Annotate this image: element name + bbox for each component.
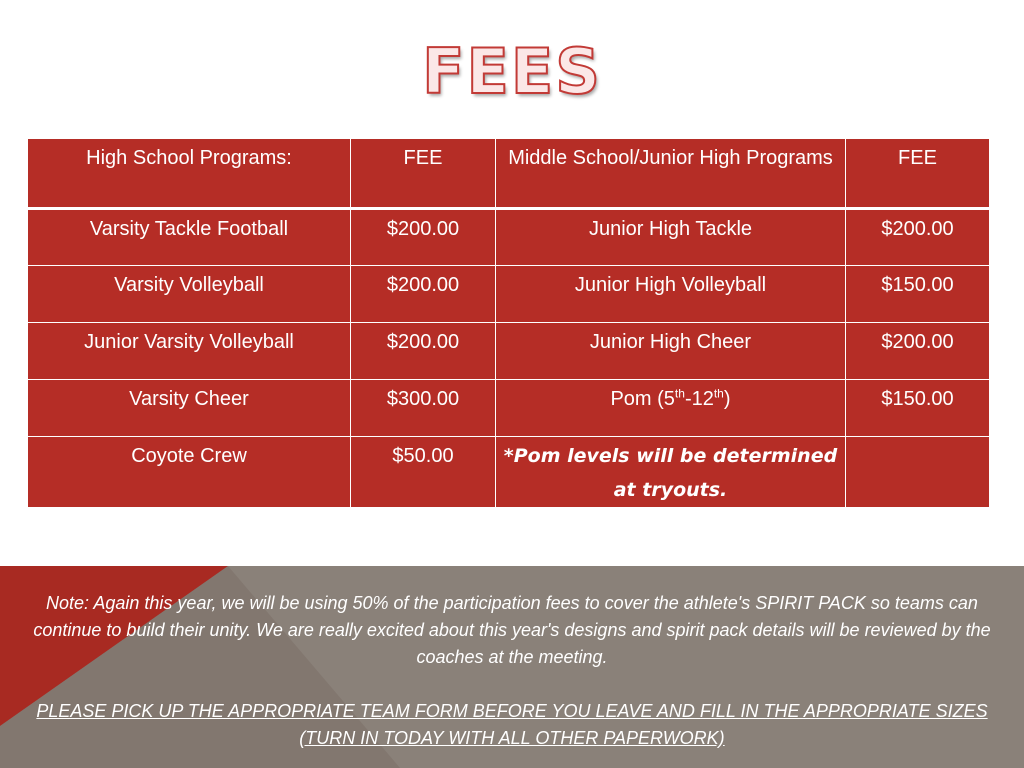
hs-program: Varsity Volleyball [28, 266, 351, 323]
ms-program [496, 380, 846, 437]
table-row [28, 266, 990, 323]
hs-fee: $300.00 [351, 380, 496, 437]
header-hs-fee: FEE [351, 139, 496, 209]
participation-note: Note: Again this year, we will be using 50% of the participation fees to cover the athlete's SPIRIT PACK so teams can continue to build their unity. We are really excited about this year's designs and spirit pack details will be reviewed by the coaches at the meeting. [33, 593, 991, 667]
ms-program: Junior High Volleyball [496, 266, 846, 323]
table-row [28, 380, 990, 437]
header-ms-fee: FEE [846, 139, 990, 209]
hs-fee: $200.00 [351, 209, 496, 266]
pom-range: -12 [684, 388, 714, 410]
table-header-row [28, 139, 990, 209]
ms-fee: $200.00 [846, 209, 990, 266]
table-row [28, 209, 990, 266]
hs-program: Varsity Tackle Football [28, 209, 351, 266]
hs-program: Junior Varsity Volleyball [28, 323, 351, 380]
ms-program: Junior High Cheer [496, 323, 846, 380]
ms-fee [846, 437, 990, 508]
ms-fee: $200.00 [846, 323, 990, 380]
ms-program: Junior High Tackle [496, 209, 846, 266]
table-row [28, 323, 990, 380]
fees-table [27, 138, 990, 508]
note-text-block [30, 590, 994, 752]
pom-sup-end: th [713, 386, 724, 401]
pom-label: Pom (5 [610, 388, 675, 410]
table-row [28, 437, 990, 508]
page-title: FEES [422, 35, 602, 108]
note-banner [0, 566, 1024, 768]
ms-fee: $150.00 [846, 380, 990, 437]
hs-fee: $200.00 [351, 323, 496, 380]
hs-program: Coyote Crew [28, 437, 351, 508]
pom-sup-start: th [674, 386, 685, 401]
pom-close: ) [723, 388, 731, 410]
pickup-instructions: PLEASE PICK UP THE APPROPRIATE TEAM FORM BEFORE YOU LEAVE AND FILL IN THE APPROPRIATE SIZES (TURN IN TODAY WITH ALL OTHER PAPERWORK) [36, 701, 988, 748]
ms-fee: $150.00 [846, 266, 990, 323]
hs-program: Varsity Cheer [28, 380, 351, 437]
header-middle-school: Middle School/Junior High Programs [496, 139, 846, 209]
header-high-school: High School Programs: [28, 139, 351, 209]
pom-levels-note: *Pom levels will be determined at tryouts. [496, 437, 846, 508]
hs-fee: $200.00 [351, 266, 496, 323]
hs-fee: $50.00 [351, 437, 496, 508]
